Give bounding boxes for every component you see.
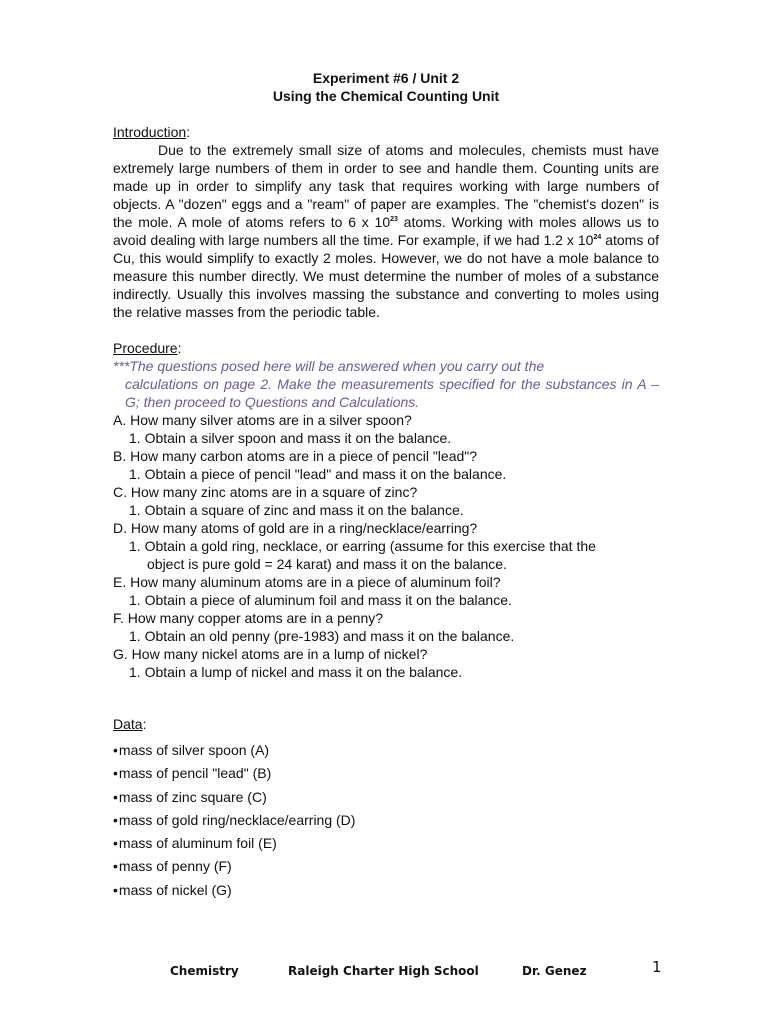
step-e: 1. Obtain a piece of aluminum foil and mass it on the balance. bbox=[129, 592, 512, 608]
introduction-paragraph bbox=[113, 141, 659, 321]
footer-subject: Chemistry bbox=[170, 964, 239, 978]
introduction-heading-row: Introduction: bbox=[113, 124, 191, 140]
intro-text-2: atoms. Working with moles allows us to avoid dealing with large numbers all the time. For example, if we had 1.2 x 10 bbox=[113, 214, 659, 248]
data-item-silver-spoon: •mass of silver spoon (A) bbox=[113, 742, 270, 758]
bullet-icon: • bbox=[113, 835, 118, 852]
data-list bbox=[113, 739, 659, 902]
data-item-nickel: •mass of nickel (G) bbox=[113, 881, 232, 898]
step-d-continued: object is pure gold = 24 karat) and mass it on the balance. bbox=[147, 556, 507, 572]
data-item-penny: •mass of penny (F) bbox=[113, 858, 232, 875]
step-d: 1. Obtain a gold ring, necklace, or earring (assume for this exercise that the bbox=[129, 538, 596, 554]
question-f: F. How many copper atoms are in a penny? bbox=[113, 610, 384, 626]
procedure-note bbox=[113, 357, 659, 411]
step-a: 1. Obtain a silver spoon and mass it on the balance. bbox=[129, 430, 452, 446]
question-e: E. How many aluminum atoms are in a piece of aluminum foil? bbox=[113, 574, 501, 590]
document-page bbox=[113, 69, 659, 902]
data-heading: Data bbox=[113, 716, 143, 732]
intro-text-3: atoms of Cu, this would simplify to exactly 2 moles. However, we do not have a mole balance to measure this number directly. We must determine the number of moles of a substance indirectly. Usually this involves massing the substance and converting to moles using the relative masses from the periodic table. bbox=[113, 232, 659, 320]
question-b: B. How many carbon atoms are in a piece of pencil "lead"? bbox=[113, 448, 478, 464]
step-c: 1. Obtain a square of zinc and mass it on the balance. bbox=[129, 502, 464, 518]
question-g: G. How many nickel atoms are in a lump of nickel? bbox=[113, 646, 428, 662]
data-item-zinc-square: •mass of zinc square (C) bbox=[113, 788, 267, 805]
data-item-gold: •mass of gold ring/necklace/earring (D) bbox=[113, 811, 356, 828]
procedure-note-line-1: ***The questions posed here will be answered when you carry out the bbox=[113, 358, 545, 374]
title-line-2: Using the Chemical Counting Unit bbox=[272, 88, 500, 104]
bullet-icon: • bbox=[113, 811, 118, 828]
procedure-note-rest: calculations on page 2. Make the measurements specified for the substances in A – G; then proceed to Questions and Calculations. bbox=[125, 376, 659, 410]
step-g: 1. Obtain a lump of nickel and mass it on the balance. bbox=[129, 664, 463, 680]
intro-text-1: Due to the extremely small size of atoms and molecules, chemists must have extremely large numbers of them in order to see and handle them. Counting units are made up in order to simplify any task that requires working with large numbers of objects. A "dozen" eggs and a "ream" of paper are examples. The "chemist's dozen" is the mole. A mole of atoms refers to 6 x 10 bbox=[113, 142, 659, 230]
procedure-heading-row: Procedure: bbox=[113, 340, 182, 356]
exponent-23: 23 bbox=[390, 216, 398, 223]
data-item-pencil-lead: •mass of pencil "lead" (B) bbox=[113, 765, 272, 782]
bullet-icon: • bbox=[113, 788, 118, 805]
step-b: 1. Obtain a piece of pencil "lead" and mass it on the balance. bbox=[129, 466, 507, 482]
footer-school: Raleigh Charter High School bbox=[288, 964, 479, 978]
introduction-heading: Introduction bbox=[113, 124, 187, 140]
bullet-icon: • bbox=[113, 881, 118, 898]
bullet-icon: • bbox=[113, 858, 118, 875]
question-c: C. How many zinc atoms are in a square of zinc? bbox=[113, 484, 418, 500]
footer-page-number: 1 bbox=[652, 958, 662, 976]
bullet-icon: • bbox=[113, 742, 118, 758]
procedure-heading: Procedure bbox=[113, 340, 178, 356]
footer-teacher: Dr. Genez bbox=[522, 964, 587, 978]
data-heading-row: Data: bbox=[113, 716, 147, 732]
title-line-1: Experiment #6 / Unit 2 bbox=[312, 70, 460, 86]
page-footer bbox=[0, 958, 768, 982]
question-a: A. How many silver atoms are in a silver spoon? bbox=[113, 412, 412, 428]
step-f: 1. Obtain an old penny (pre-1983) and mass it on the balance. bbox=[129, 628, 515, 644]
exponent-24: 24 bbox=[593, 234, 602, 241]
bullet-icon: • bbox=[113, 765, 118, 782]
data-item-aluminum-foil: •mass of aluminum foil (E) bbox=[113, 835, 277, 852]
question-d: D. How many atoms of gold are in a ring/necklace/earring? bbox=[113, 520, 478, 536]
